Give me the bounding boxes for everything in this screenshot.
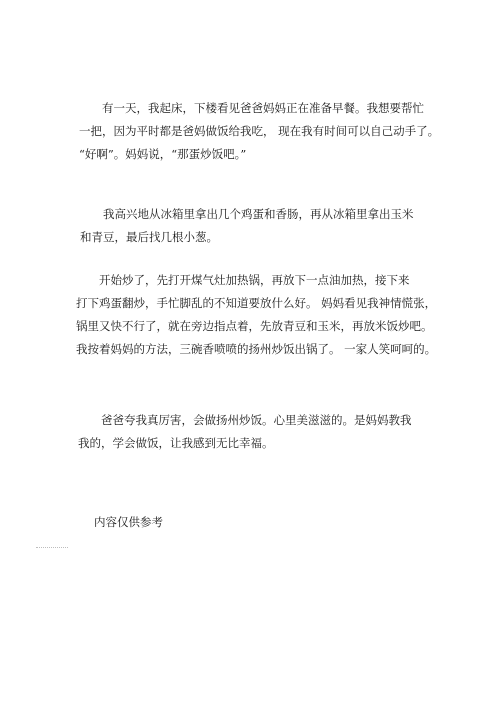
paragraph-line: 我按着妈妈的方法，三碗香喷喷的扬州炒饭出锅了。 一家人笑呵呵的。 xyxy=(76,342,437,356)
paragraph-line: 爸爸夸我真厉害，会做扬州炒饭。心里美滋滋的。是妈妈教我 xyxy=(78,413,412,427)
paragraph-line: 和青豆，最后找几根小葱。 xyxy=(80,230,218,244)
paragraph-4 xyxy=(78,409,438,455)
paragraph-line: 锅里又快不行了，就在旁边指点着，先放青豆和玉米，再放米饭炒吧。 xyxy=(76,319,433,333)
paragraph-3 xyxy=(76,269,436,361)
paragraph-2 xyxy=(80,203,440,249)
paragraph-line: 我高兴地从冰箱里拿出几个鸡蛋和香肠，再从冰箱里拿出玉米 xyxy=(80,207,414,221)
paragraph-1 xyxy=(79,97,439,166)
paragraph-line: 开始炒了，先打开煤气灶加热锅，再放下一点油加热，接下来 xyxy=(76,273,410,287)
footer-note: 内容仅供参考 xyxy=(94,515,163,529)
paragraph-line: 我的，学会做饭，让我感到无比幸福。 xyxy=(78,436,274,450)
paragraph-line: “好啊”。妈妈说，“那蛋炒饭吧。” xyxy=(79,147,247,161)
paragraph-line: 有一天，我起床，下楼看见爸爸妈妈正在准备早餐。我想要帮忙 xyxy=(79,101,424,115)
divider-mark xyxy=(36,547,68,548)
paragraph-line: 一把，因为平时都是爸妈做饭给我吃， 现在我有时间可以自己动手了。 xyxy=(79,124,440,138)
paragraph-line: 打下鸡蛋翻炒，手忙脚乱的不知道要放什么好。 妈妈看见我神情慌张， xyxy=(76,296,437,310)
